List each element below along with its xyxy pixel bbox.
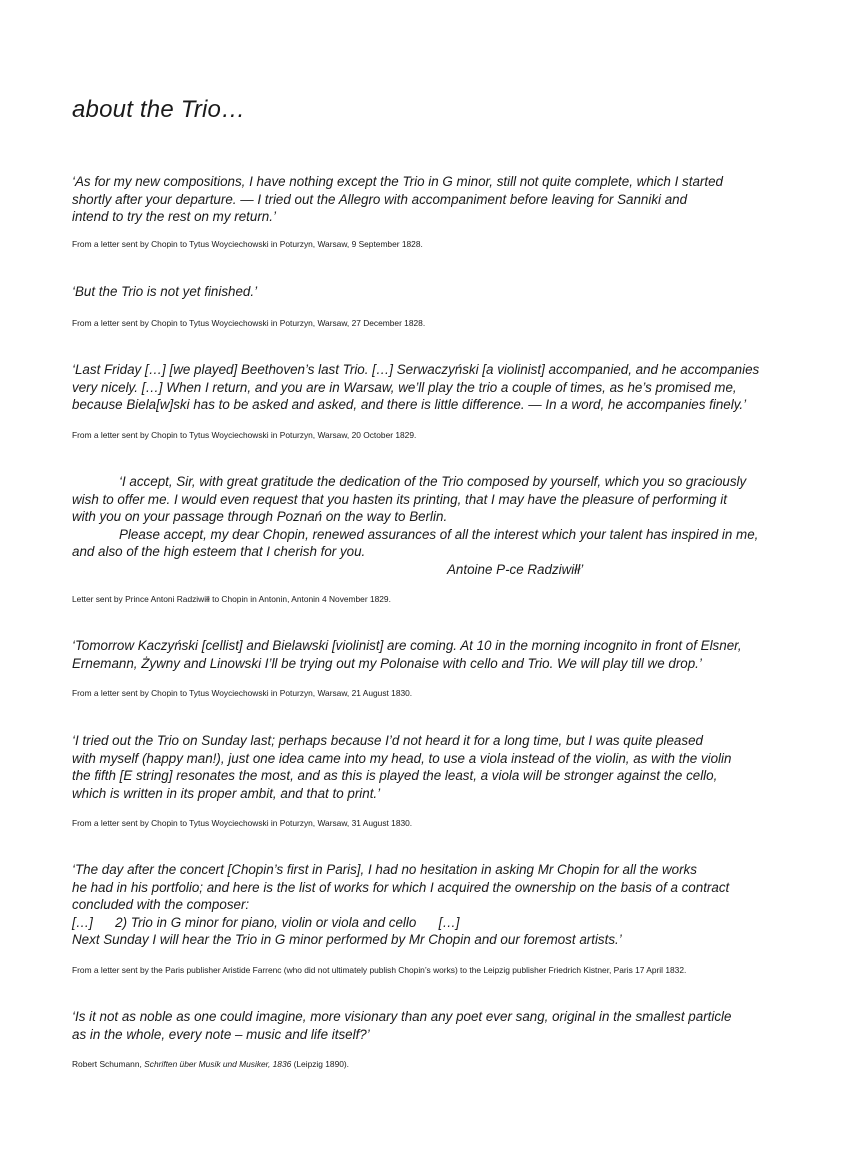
quote-line: ‘Is it not as noble as one could imagine, more visionary than any poet ever sang, original in the smallest particle: [72, 1009, 732, 1024]
quote-4-source: Letter sent by Prince Antoni Radziwiłł to Chopin in Antonin, Antonin 4 November 1829.: [72, 594, 391, 604]
quote-line: ‘I accept, Sir, with great gratitude the dedication of the Trio composed by yourself, which you so graciously: [119, 474, 747, 489]
quote-1-source: From a letter sent by Chopin to Tytus Woyciechowski in Poturzyn, Warsaw, 9 September 1828.: [72, 239, 423, 249]
quote-line: very nicely. […] When I return, and you are in Warsaw, we’ll play the trio a couple of times, as he’s promised me,: [72, 379, 737, 395]
quote-6: [72, 732, 812, 802]
quote-4: [72, 473, 812, 579]
quote-line: wish to offer me. I would even request that you hasten its printing, that I may have the pleasure of performing it: [72, 491, 728, 507]
quote-line: shortly after your departure. — I tried out the Allegro with accompaniment before leaving for Sanniki and: [72, 191, 688, 207]
source-title: Schriften über Musik und Musiker, 1836: [144, 1059, 292, 1069]
quote-line: which is written in its proper ambit, and that to print.’: [72, 785, 381, 801]
quote-line: […] 2) Trio in G minor for piano, violin or viola and cello […]: [72, 914, 460, 930]
quote-line: with you on your passage through Poznań on the way to Berlin.: [72, 509, 448, 525]
quote-line: concluded with the composer:: [72, 897, 250, 913]
quote-8: [72, 1008, 812, 1043]
quote-line: ‘But the Trio is not yet finished.’: [72, 284, 258, 299]
quote-signature: Antoine P-ce Radziwiłł’: [447, 561, 584, 577]
source-tail: (Leipzig 1890).: [291, 1059, 350, 1069]
quote-line: ‘Tomorrow Kaczyński [cellist] and Bielawski [violinist] are coming. At 10 in the morning incognito in front of Elsner,: [72, 638, 742, 653]
quote-2-source: From a letter sent by Chopin to Tytus Woyciechowski in Poturzyn, Warsaw, 27 December 1828.: [72, 318, 426, 328]
quote-line: Next Sunday I will hear the Trio in G minor performed by Mr Chopin and our foremost artists.’: [72, 932, 622, 948]
source-author: Robert Schumann,: [72, 1059, 145, 1069]
quote-line: and also of the high esteem that I cherish for you.: [72, 544, 366, 560]
quote-3: [72, 361, 812, 414]
quote-1: [72, 173, 812, 226]
quote-line: as in the whole, every note – music and life itself?’: [72, 1026, 370, 1042]
quote-line: Please accept, my dear Chopin, renewed assurances of all the interest which your talent has inspired in me,: [119, 526, 759, 542]
quote-7: [72, 861, 812, 949]
quote-line: intend to try the rest on my return.’: [72, 209, 276, 225]
page-title: about the Trio…: [72, 96, 246, 123]
quote-3-source: From a letter sent by Chopin to Tytus Woyciechowski in Poturzyn, Warsaw, 20 October 1829.: [72, 430, 417, 440]
quote-7-source: From a letter sent by the Paris publisher Aristide Farrenc (who did not ultimately publish Chopin’s works) to the Leipzig publisher Friedrich Kistner, Paris 17 April 1832.: [72, 965, 687, 975]
quote-line: ‘As for my new compositions, I have nothing except the Trio in G minor, still not quite complete, which I started: [72, 174, 723, 189]
quote-line: the fifth [E string] resonates the most, and as this is played the least, a viola will be stronger against the cello,: [72, 768, 718, 784]
quote-5-source: From a letter sent by Chopin to Tytus Woyciechowski in Poturzyn, Warsaw, 21 August 1830.: [72, 688, 413, 698]
quote-line: with myself (happy man!), just one idea came into my head, to use a viola instead of the violin, as with the violin: [72, 750, 732, 766]
quote-line: because Biela[w]ski has to be asked and asked, and there is little difference. — In a word, he accompanies finely.’: [72, 397, 747, 413]
quote-line: Ernemann, Żywny and Linowski I’ll be trying out my Polonaise with cello and Trio. We will play till we drop.’: [72, 655, 702, 671]
quote-line: ‘I tried out the Trio on Sunday last; perhaps because I’d not heard it for a long time, but I was quite pleased: [72, 733, 703, 748]
quote-5: [72, 637, 812, 672]
quote-line: ‘Last Friday […] [we played] Beethoven’s last Trio. […] Serwaczyński [a violinist] accompanied, and he accompanies: [72, 362, 760, 377]
quote-6-source: From a letter sent by Chopin to Tytus Woyciechowski in Poturzyn, Warsaw, 31 August 1830.: [72, 818, 413, 828]
quote-8-source: [72, 1059, 812, 1070]
quote-line: ‘The day after the concert [Chopin’s first in Paris], I had no hesitation in asking Mr Chopin for all the works: [72, 862, 697, 877]
quote-line: he had in his portfolio; and here is the list of works for which I acquired the ownership on the basis of a contract: [72, 879, 730, 895]
quote-2: [72, 283, 812, 301]
